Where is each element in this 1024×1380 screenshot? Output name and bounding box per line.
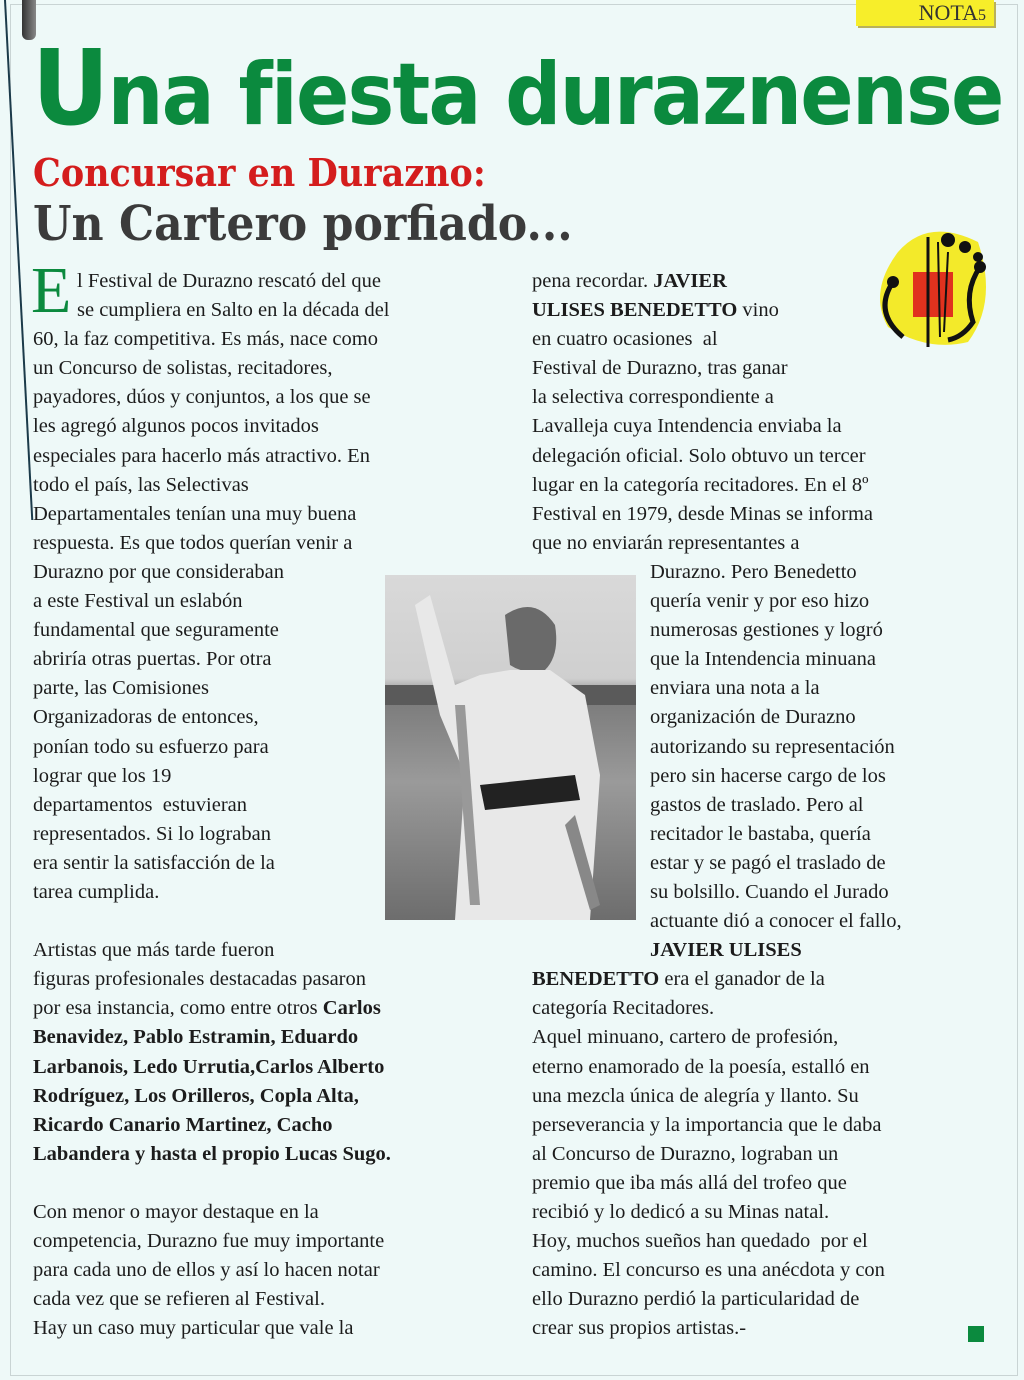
- text-segment: departamentos estuvieran: [33, 793, 248, 816]
- text-segment: la selectiva correspondiente a: [532, 386, 774, 409]
- text-segment: Departamentales tenían una muy buena: [33, 502, 357, 525]
- text-segment: organización de Durazno: [650, 706, 856, 729]
- text-line: [532, 325, 902, 354]
- text-segment: abriría otras puertas. Por otra: [33, 648, 272, 671]
- text-line: [33, 1314, 391, 1343]
- text-segment: recitador le bastaba, quería: [650, 822, 871, 845]
- text-line: [33, 471, 391, 500]
- bold-text: Benavidez, Pablo Estramin, Eduardo: [33, 1026, 359, 1049]
- photo-reciter: [385, 575, 636, 920]
- text-line: [532, 1082, 902, 1111]
- text-line: [532, 1256, 902, 1285]
- text-line: [33, 1285, 391, 1314]
- text-segment: Organizadoras de entonces,: [33, 706, 259, 729]
- text-line: [532, 1198, 902, 1227]
- text-segment: Durazno. Pero Benedetto: [650, 560, 857, 583]
- text-segment: pena recordar.: [532, 270, 654, 292]
- text-line: [532, 442, 902, 471]
- text-segment: Aquel minuano, cartero de profesión,: [532, 1026, 839, 1049]
- text-segment: su bolsillo. Cuando el Jurado: [650, 880, 889, 903]
- nota-badge: [856, 0, 994, 26]
- text-segment: era el ganador de la: [659, 968, 825, 991]
- text-line: [33, 1053, 391, 1082]
- text-segment: Hoy, muchos sueños han quedado por el: [532, 1230, 868, 1253]
- nota-number: 5: [978, 7, 986, 24]
- text-segment: era sentir la satisfacción de la: [33, 851, 275, 874]
- text-segment: enviara una nota a la: [650, 677, 820, 700]
- text-line: [33, 529, 391, 558]
- bold-text: Rodríguez, Los Orilleros, Copla Alta,: [33, 1084, 359, 1107]
- text-segment: estar y se pagó el traslado de: [650, 851, 886, 874]
- text-line: [33, 296, 391, 325]
- text-segment: l Festival de Durazno rescató del que: [77, 270, 381, 292]
- title-rest: na fiesta duraznense: [107, 45, 1003, 145]
- text-segment: perseverancia y la importancia que le daba: [532, 1113, 882, 1136]
- text-line: [532, 1314, 902, 1343]
- text-segment: lugar en la categoría recitadores. En el 8º: [532, 473, 869, 496]
- text-line: [33, 1198, 391, 1227]
- text-segment: Con menor o mayor destaque en la: [33, 1201, 319, 1223]
- text-line: [532, 936, 902, 965]
- text-segment: vino: [737, 299, 779, 322]
- text-segment: categoría Recitadores.: [532, 997, 715, 1020]
- text-segment: camino. El concurso es una anécdota y con: [532, 1259, 885, 1282]
- text-segment: payadores, dúos y conjuntos, a los que se: [33, 386, 371, 409]
- bold-text: Ricardo Canario Martinez, Cacho: [33, 1113, 333, 1136]
- text-line: [33, 500, 391, 529]
- text-segment: al Concurso de Durazno, lograban un: [532, 1142, 839, 1165]
- text-segment: Durazno por que consideraban: [33, 560, 285, 583]
- text-line: [532, 1111, 902, 1140]
- text-line: [532, 267, 902, 296]
- text-line: [33, 965, 391, 994]
- text-line: [33, 907, 391, 936]
- text-line: [33, 412, 391, 441]
- text-segment: Hay un caso muy particular que vale la: [33, 1317, 354, 1340]
- text-line: [33, 1111, 391, 1140]
- bold-text: ULISES BENEDETTO: [532, 299, 738, 322]
- text-line: [33, 791, 391, 820]
- text-line: [532, 965, 902, 994]
- text-line: [33, 994, 391, 1023]
- text-segment: Lavalleja cuya Intendencia enviaba la: [532, 415, 842, 438]
- text-line: [33, 762, 391, 791]
- text-segment: un Concurso de solistas, recitadores,: [33, 357, 333, 380]
- kicker: Concursar en Durazno:: [33, 150, 486, 195]
- text-line: [33, 733, 391, 762]
- text-segment: competencia, Durazno fue muy importante: [33, 1230, 385, 1253]
- nota-label: NOTA: [918, 0, 978, 25]
- text-line: [33, 1227, 391, 1256]
- text-segment: 60, la faz competitiva. Es más, nace como: [33, 328, 378, 351]
- reciter-silhouette: [385, 575, 636, 920]
- text-line: [33, 1023, 391, 1052]
- text-line: [33, 616, 391, 645]
- text-line: [33, 558, 391, 587]
- text-segment: premio que iba más allá del trofeo que: [532, 1171, 847, 1194]
- text-line: [532, 994, 902, 1023]
- text-segment: Festival en 1979, desde Minas se informa: [532, 502, 874, 525]
- text-segment: Festival de Durazno, tras ganar: [532, 357, 788, 380]
- text-line: [33, 1082, 391, 1111]
- text-segment: representados. Si lo lograban: [33, 822, 271, 845]
- text-line: [33, 267, 391, 296]
- text-line: [532, 1053, 902, 1082]
- text-segment: respuesta. Es que todos querían venir a: [33, 531, 353, 554]
- text-line: [33, 674, 391, 703]
- text-segment: que la Intendencia minuana: [650, 648, 876, 671]
- text-segment: ello Durazno perdió la particularidad de: [532, 1288, 860, 1311]
- text-line: [33, 1169, 391, 1198]
- text-line: [532, 1227, 902, 1256]
- text-segment: parte, las Comisiones: [33, 677, 209, 700]
- text-segment: todo el país, las Selectivas: [33, 473, 249, 496]
- text-line: [33, 936, 391, 965]
- text-segment: una mezcla única de alegría y llanto. Su: [532, 1084, 859, 1107]
- text-segment: figuras profesionales destacadas pasaron: [33, 968, 366, 991]
- text-segment: delegación oficial. Solo obtuvo un tercer: [532, 444, 866, 467]
- text-segment: tarea cumplida.: [33, 880, 160, 903]
- text-segment: en cuatro ocasiones al: [532, 328, 718, 351]
- text-segment: gastos de traslado. Pero al: [650, 793, 864, 816]
- bold-text: Labandera y hasta el propio Lucas Sugo.: [33, 1142, 391, 1165]
- text-line: [33, 849, 391, 878]
- text-line: [33, 587, 391, 616]
- text-line: [532, 1285, 902, 1314]
- text-line: [33, 645, 391, 674]
- text-line: [33, 1256, 391, 1285]
- text-line: [33, 878, 391, 907]
- text-segment: se cumpliera en Salto en la década del: [77, 299, 390, 322]
- end-mark: [968, 1326, 984, 1342]
- text-line: [33, 820, 391, 849]
- text-line: [532, 296, 902, 325]
- text-line: [33, 354, 391, 383]
- text-segment: por esa instancia, como entre otros: [33, 997, 323, 1020]
- text-line: [532, 1169, 902, 1198]
- text-segment: cada vez que se refieren al Festival.: [33, 1288, 325, 1311]
- text-line: [532, 500, 902, 529]
- headline: Un Cartero porfiado...: [33, 196, 573, 252]
- title-initial: U: [32, 27, 108, 149]
- text-segment: lograr que los 19: [33, 764, 172, 787]
- bold-text: BENEDETTO: [532, 968, 660, 991]
- text-line: [33, 1140, 391, 1169]
- text-segment: actuante dió a conocer el fallo,: [650, 910, 902, 933]
- text-segment: quería venir y por eso hizo: [650, 590, 870, 613]
- text-line: [532, 471, 902, 500]
- bold-text: JAVIER ULISES: [650, 939, 802, 962]
- text-segment: pero sin hacerse cargo de los: [650, 764, 886, 787]
- text-segment: que no enviarán representantes a: [532, 531, 800, 554]
- text-segment: especiales para hacerlo más atractivo. En: [33, 444, 370, 467]
- text-line: [33, 703, 391, 732]
- bold-text: JAVIER: [653, 270, 727, 292]
- page-title: [32, 27, 1003, 149]
- text-line: [33, 325, 391, 354]
- text-line: [532, 1023, 902, 1052]
- text-line: [33, 383, 391, 412]
- drop-cap: E: [31, 254, 72, 327]
- text-line: [33, 442, 391, 471]
- text-line: [532, 529, 902, 558]
- text-segment: ponían todo su esfuerzo para: [33, 735, 269, 758]
- text-segment: Artistas que más tarde fueron: [33, 939, 275, 962]
- text-segment: recibió y lo dedicó a su Minas natal.: [532, 1201, 830, 1223]
- article-left-column: [33, 267, 391, 1343]
- text-segment: eterno enamorado de la poesía, estalló en: [532, 1055, 870, 1078]
- bold-text: Carlos: [322, 997, 381, 1020]
- text-segment: autorizando su representación: [650, 735, 895, 758]
- bold-text: Larbanois, Ledo Urrutia,Carlos Alberto: [33, 1055, 385, 1078]
- text-line: [532, 412, 902, 441]
- text-segment: numerosas gestiones y logró: [650, 619, 883, 642]
- text-segment: fundamental que seguramente: [33, 619, 279, 642]
- text-line: [532, 1140, 902, 1169]
- text-segment: crear sus propios artistas.-: [532, 1317, 747, 1340]
- text-line: [532, 383, 902, 412]
- text-segment: para cada uno de ellos y así lo hacen notar: [33, 1259, 380, 1282]
- text-segment: les agregó algunos pocos invitados: [33, 415, 319, 438]
- text-segment: a este Festival un eslabón: [33, 590, 243, 613]
- text-line: [532, 354, 902, 383]
